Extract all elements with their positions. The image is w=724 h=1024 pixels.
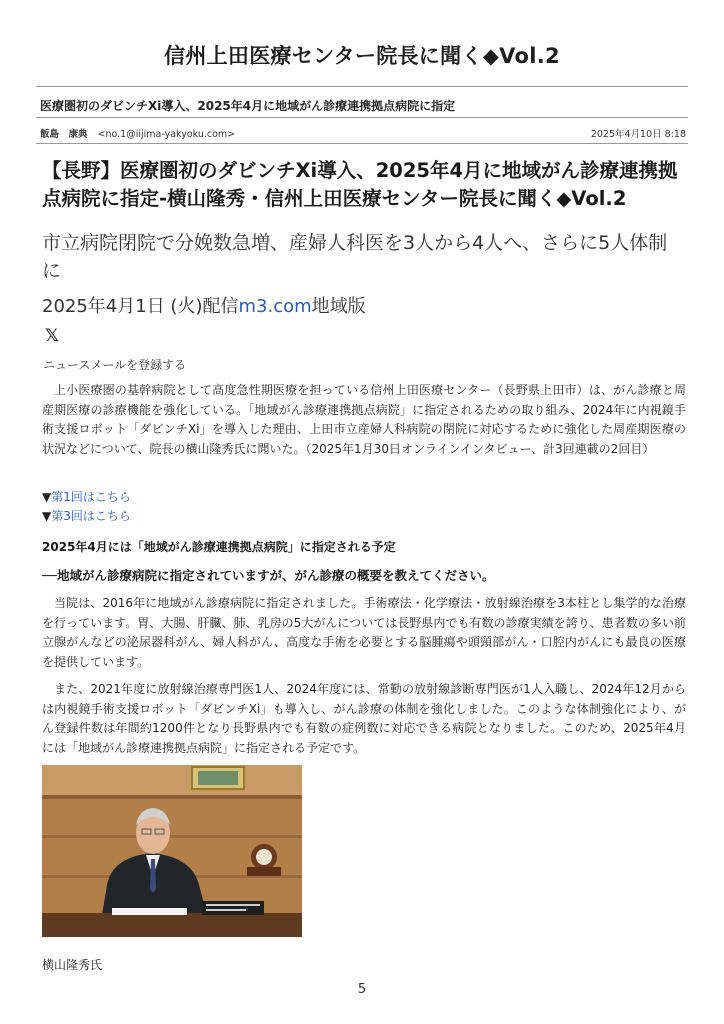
email-from: [40, 126, 235, 140]
divider: [36, 143, 688, 144]
m3-link[interactable]: m3.com: [238, 296, 312, 317]
series-links: [42, 488, 131, 526]
publish-info: [42, 292, 366, 318]
email-date: 2025年4月10日 8:18: [590, 129, 686, 140]
answer-paragraph: また、2021年度に放射線治療専門医1人、2024年度には、常勤の放射線診断専門医が1人入職し、2024年12月からは内視鏡手術支援ロボット「ダビンチXi」も導入し、がん診療の体制を強化しました。このような体制強化により、がん登録件数は年間約1200件となり長野県内でも有数の症例数に対応できる病院となりました。このため、2025年4月には「地域がん診療連携拠点病院」に指定される予定です。: [42, 682, 686, 755]
x-share-icon[interactable]: 𝕏: [45, 326, 59, 346]
newsletter-link[interactable]: ニュースメールを登録する: [43, 358, 187, 372]
email-subject: 医療圏初のダビンチXi導入、2025年4月に地域がん診療連携拠点病院に指定: [40, 99, 456, 113]
lead-paragraph: 上小医療圏の基幹病院として高度急性期医療を担っている信州上田医療センター（長野県上田市）は、がん診療と周産期医療の診療機能を強化している。「地域がん診療連携拠点病院」に指定されるための取り組み、2024年に内視鏡手術支援ロボット「ダビンチXi」を導入した理由、上田市立産婦人科病院の閉院に対応するために強化した周産期医療の状況などについて、院長の横山隆秀氏に聞いた。（2025年1月30日オンラインインタビュー、計3回連載の2回目）: [42, 383, 686, 456]
divider: [36, 117, 688, 118]
section-heading: 2025年4月には「地域がん診療連携拠点病院」に指定される予定: [42, 540, 396, 554]
article-title: 【長野】医療圏初のダビンチXi導入、2025年4月に地域がん診療連携拠点病院に指定-横山隆秀・信州上田医療センター院長に聞く◆Vol.2: [42, 159, 678, 210]
page-number: 5: [357, 982, 367, 997]
part1-link[interactable]: 第1回はこちら: [51, 490, 131, 504]
publish-date: 2025年4月1日 (火)配信: [42, 296, 239, 317]
publish-edition: 地域版: [311, 296, 366, 317]
sender-address: <no.1@iijima-yakyoku.com>: [97, 129, 236, 140]
sender-name: 飯島 康典: [40, 129, 88, 140]
header-title: 信州上田医療センター院長に聞く◆Vol.2: [164, 44, 560, 68]
article-subtitle: 市立病院閉院で分娩数急増、産婦人科医を3人から4人へ、さらに5人体制に: [42, 232, 668, 282]
answer-paragraph: 当院は、2016年に地域がん診療病院に指定されました。手術療法・化学療法・放射線治療を3本柱とし集学的な治療を行っています。胃、大腸、肝臓、肺、乳房の5大がんについては長野県内でも有数の診療実績を誇り、患者数の多い前立腺がんなどの泌尿器科がん、婦人科がん、高度な手術を必要とする脳腫瘍や頭頸部がん・口腔内がんにも最良の医療を提供しています。: [42, 596, 686, 669]
interview-question: ──地域がん診療病院に指定されていますが、がん診療の概要を教えてください。: [42, 568, 495, 583]
triangle-icon: ▼: [42, 490, 52, 504]
photo-caption: 横山隆秀氏: [42, 958, 103, 972]
triangle-icon: ▼: [42, 509, 52, 523]
part3-link[interactable]: 第3回はこちら: [51, 509, 131, 523]
divider: [36, 86, 688, 87]
director-photo: [42, 765, 302, 937]
